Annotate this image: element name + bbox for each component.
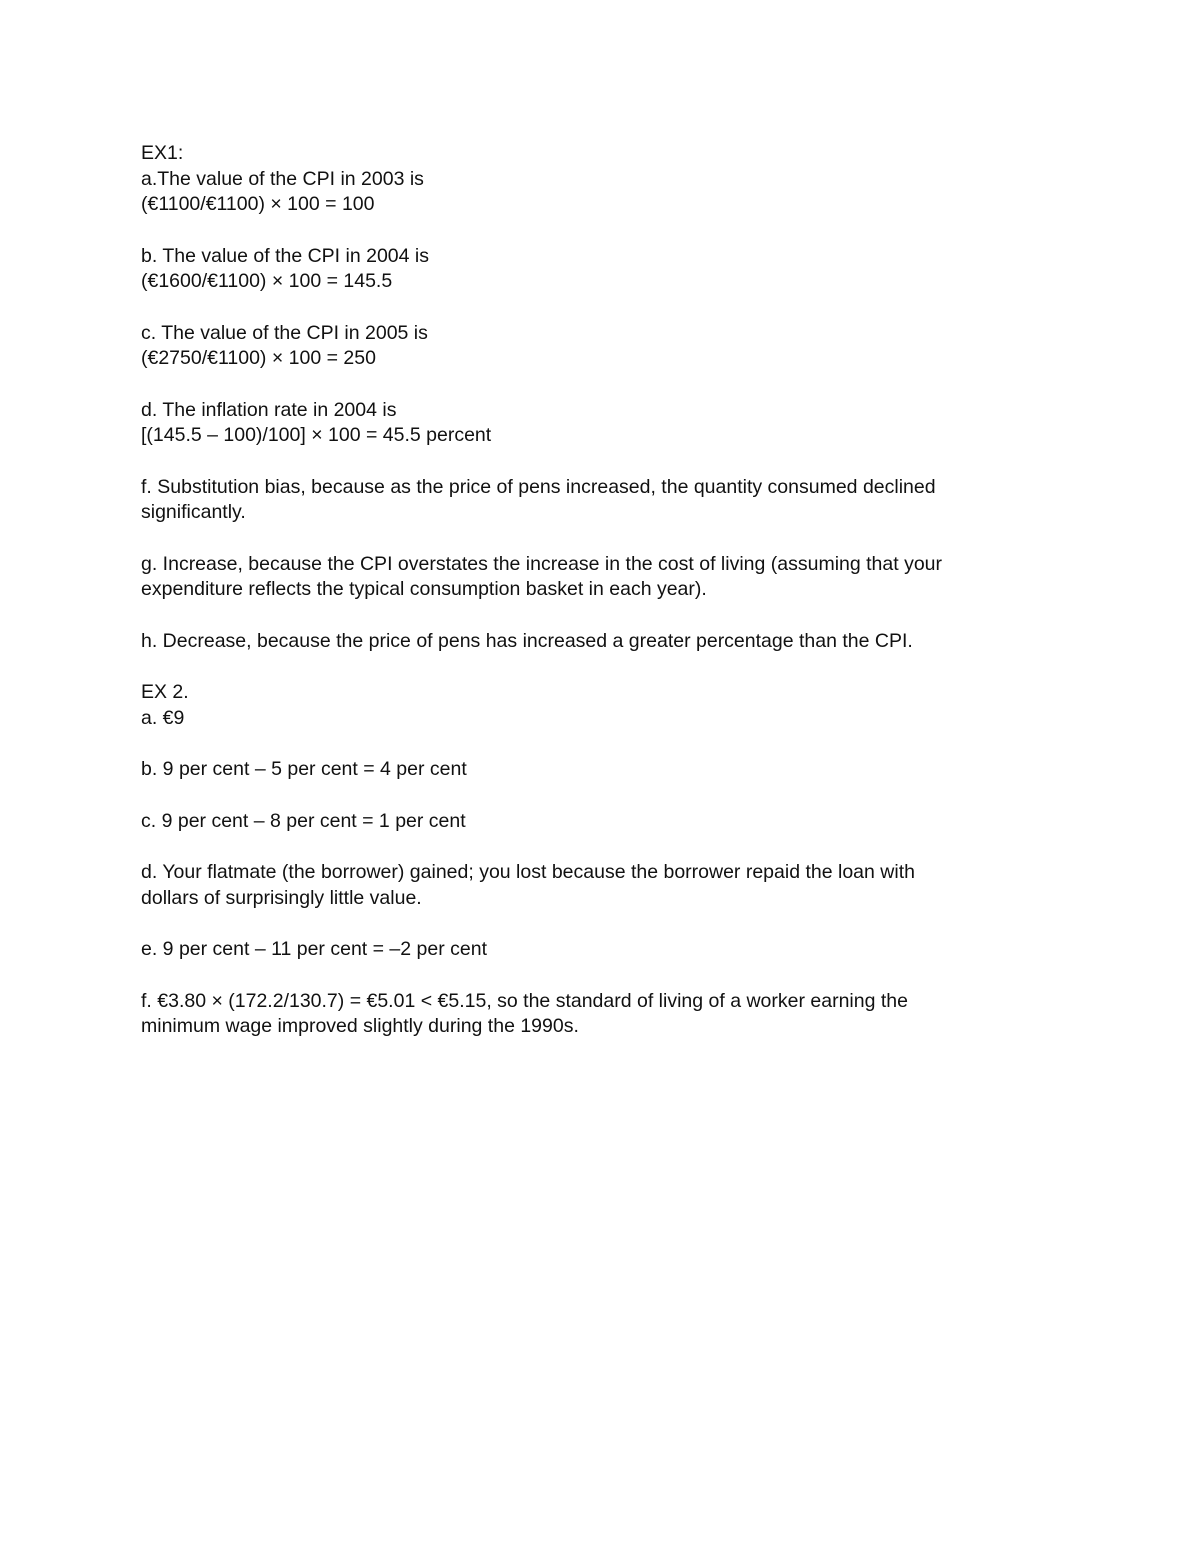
ex1-heading: EX1:	[141, 142, 184, 164]
text-line: a. €9	[141, 706, 185, 729]
ex1-part-d	[141, 398, 1051, 449]
ex1-part-a	[141, 141, 1051, 218]
ex2-part-e	[141, 937, 1051, 963]
ex1-part-b	[141, 244, 1051, 295]
text-line: e. 9 per cent – 11 per cent = –2 per cent	[141, 938, 487, 960]
text-line: dollars of surprisingly little value.	[141, 886, 422, 909]
text-line: significantly.	[141, 501, 246, 523]
document-body	[141, 141, 1051, 1066]
text-line: h. Decrease, because the price of pens has increased a greater percentage than the CPI.	[141, 629, 913, 652]
text-line: a.The value of the CPI in 2003 is	[141, 167, 424, 190]
ex2-part-b	[141, 757, 1051, 783]
text-line: d. Your flatmate (the borrower) gained; you lost because the borrower repaid the loan with	[141, 861, 915, 883]
text-line: g. Increase, because the CPI overstates the increase in the cost of living (assuming that your	[141, 552, 943, 575]
text-line: [(145.5 – 100)/100] × 100 = 45.5 percent	[141, 424, 492, 446]
ex1-part-g	[141, 552, 1051, 603]
text-line: (€1600/€1100) × 100 = 145.5	[141, 270, 393, 292]
text-line: d. The inflation rate in 2004 is	[141, 398, 397, 421]
text-line: b. The value of the CPI in 2004 is	[141, 244, 429, 267]
text-line: (€1100/€1100) × 100 = 100	[141, 193, 375, 215]
ex2-part-c	[141, 809, 1051, 835]
ex2-part-a	[141, 680, 1051, 731]
text-line: c. The value of the CPI in 2005 is	[141, 321, 428, 344]
ex2-part-d	[141, 860, 1051, 911]
ex2-heading: EX 2.	[141, 681, 189, 703]
text-line: (€2750/€1100) × 100 = 250	[141, 347, 376, 369]
text-line: f. €3.80 × (172.2/130.7) = €5.01 < €5.15, so the standard of living of a worker earning the	[141, 989, 908, 1012]
ex2-part-f	[141, 989, 1051, 1040]
ex1-part-h	[141, 629, 1051, 655]
text-line: expenditure reflects the typical consumption basket in each year).	[141, 578, 707, 600]
text-line: f. Substitution bias, because as the price of pens increased, the quantity consumed declined	[141, 475, 936, 498]
text-line: minimum wage improved slightly during the 1990s.	[141, 1015, 579, 1037]
ex1-part-c	[141, 321, 1051, 372]
text-line: c. 9 per cent – 8 per cent = 1 per cent	[141, 809, 466, 832]
ex1-part-f	[141, 475, 1051, 526]
text-line: b. 9 per cent – 5 per cent = 4 per cent	[141, 758, 467, 780]
